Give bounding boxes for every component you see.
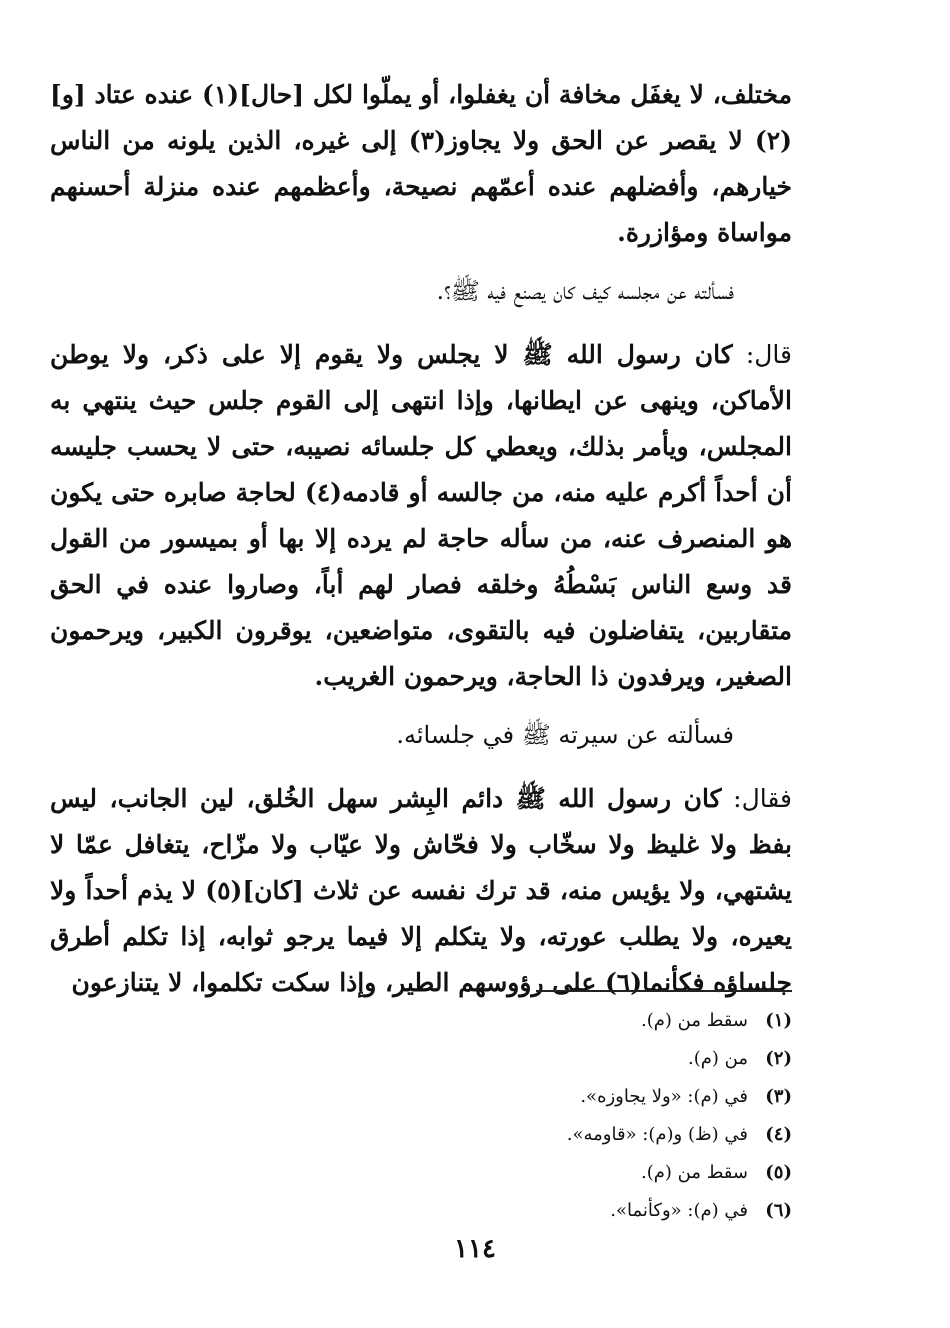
page-number: ١١٤ — [454, 1234, 496, 1264]
question-1: فسألته عن مجلسه كيف كان يصنع فيه ﷺ؟. — [436, 277, 734, 305]
footnote-text: سقط من (م). — [641, 1162, 748, 1183]
footnote-number: (٤) — [765, 1124, 792, 1145]
page-body — [50, 72, 792, 1006]
paragraph-3-lead: فقال: — [721, 784, 792, 813]
paragraph-2-text: كان رسول الله ﷺ لا يجلس ولا يقوم إلا على ذكر، ولا يوطن الأماكن، وينهى عن ايطانها، وإذا انتهى إلى القوم جلس حيث ينتهي به المجلس، ويأمر بذلك، ويعطي كل جلسائه نصيبه، حتى لا يحسب جليسه أن أحداً أكرم عليه منه، من جالسه أو قادمه(٤) لحاجة صابره حتى يكون هو المنصرف عنه، من سأله حاجة لم يرده إلا بها أو بميسور من القول قد وسع الناس بَسْطُهُ وخلقه فصار لهم أباً، وصاروا عنده في الحق متقاربين، يتفاضلون فيه بالتقوى، متواضعين، يوقرون الكبير، ويرحمون الصغير، ويرفدون ذا الحاجة، ويرحمون الغريب. — [50, 340, 793, 691]
footnote-number: (١) — [765, 1010, 792, 1031]
paragraph-2-lead: قال: — [732, 340, 792, 369]
footnote-4 — [372, 1116, 792, 1154]
footnote-text: في (ظ) و(م): «قاومه». — [566, 1124, 748, 1145]
footnote-text: من (م). — [688, 1048, 748, 1069]
footnotes-list — [372, 1002, 792, 1230]
paragraph-1: مختلف، لا يغفَل مخافة أن يغفلوا، أو يملّوا لكل [حال](١) عنده عتاد [و](٢) لا يقصر عن الحق ولا يجاوز(٣) إلى غيره، الذين يلونه من الناس خيارهم، وأفضلهم عنده أعمّهم نصيحة، وأعظمهم عنده منزلة أحسنهم مواساة ومؤازرة. — [50, 80, 792, 247]
footnote-number: (٥) — [765, 1162, 792, 1183]
footnote-text: سقط من (م). — [641, 1010, 748, 1031]
footnote-text: في (م): «وكأنما». — [610, 1200, 748, 1221]
footnote-number: (٦) — [765, 1200, 792, 1221]
footnote-divider — [536, 990, 792, 992]
paragraph-3 — [50, 776, 792, 1006]
footnote-number: (٣) — [765, 1086, 792, 1107]
footnote-6 — [372, 1192, 792, 1230]
footnote-5 — [372, 1154, 792, 1192]
question-2: فسألته عن سيرته ﷺ في جلسائه. — [396, 721, 734, 749]
footnote-2 — [372, 1040, 792, 1078]
footnote-text: في (م): «ولا يجاوزه». — [580, 1086, 748, 1107]
paragraph-3-text: كان رسول الله ﷺ دائم البِشر سهل الخُلق، لين الجانب، ليس بفظ ولا غليظ ولا سخّاب ولا فحّاش ولا عيّاب ولا مزّاح، يتغافل عمّا لا يشتهي، ولا يؤيس منه، قد ترك نفسه عن ثلاث [كان](٥) لا يذم أحداً ولا يعيره، ولا يطلب عورته، ولا يتكلم إلا فيما يرجو ثوابه، إذا تكلم أطرق جلساؤه فكأنما(٦) على رؤوسهم الطير، وإذا سكت تكلموا، لا يتنازعون — [50, 784, 792, 997]
footnote-1 — [372, 1002, 792, 1040]
paragraph-2 — [50, 332, 792, 700]
footnote-number: (٢) — [765, 1048, 792, 1069]
footnote-3 — [372, 1078, 792, 1116]
